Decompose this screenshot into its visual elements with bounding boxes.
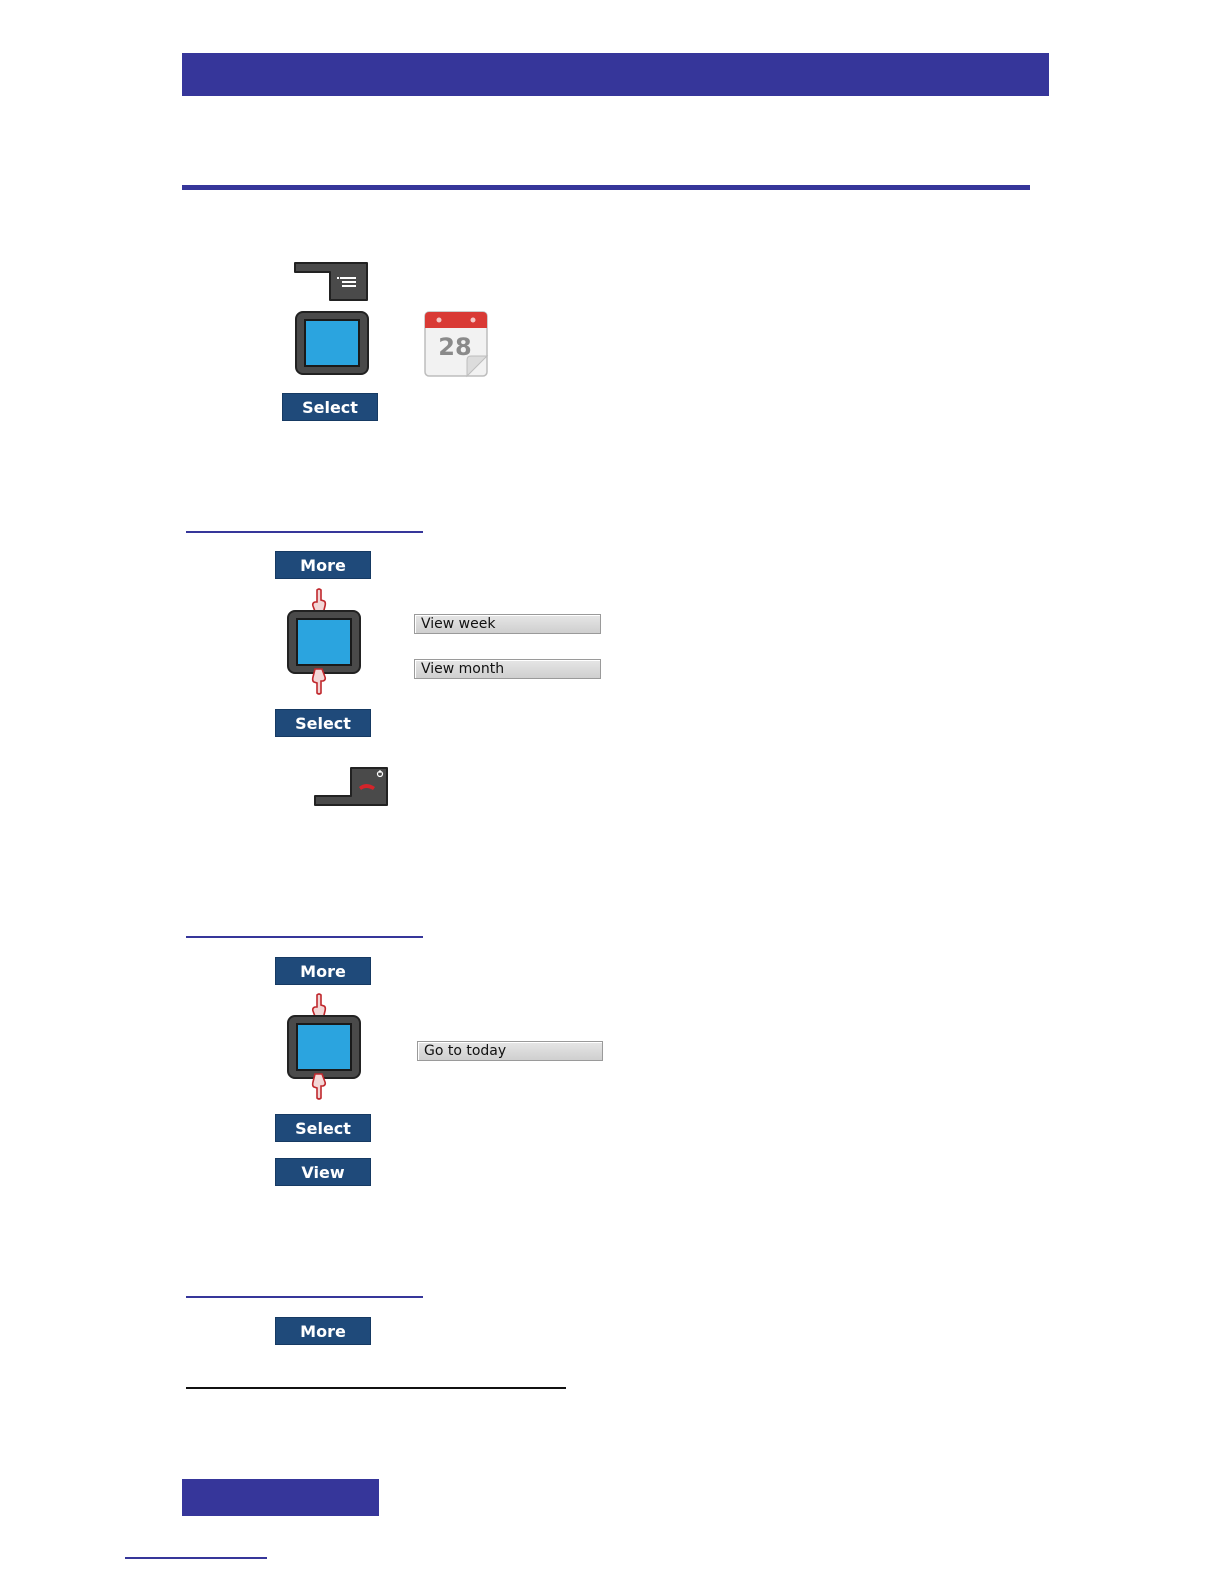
- calendar-day: 28: [438, 333, 472, 361]
- navigation-screen: [296, 1023, 352, 1071]
- more-button[interactable]: More: [275, 551, 371, 579]
- navigation-key-icon[interactable]: [287, 1015, 361, 1079]
- more-button[interactable]: More: [275, 1317, 371, 1345]
- section-rule: [186, 531, 423, 533]
- select-button[interactable]: Select: [275, 1114, 371, 1142]
- option-view-week[interactable]: View week: [414, 614, 601, 634]
- section-rule: [186, 1296, 423, 1298]
- finger-down-icon: [311, 1072, 325, 1098]
- footnote-rule: [186, 1387, 566, 1389]
- option-go-to-today[interactable]: Go to today: [417, 1041, 603, 1061]
- calendar-icon: [423, 308, 489, 382]
- navigation-key-icon[interactable]: [295, 311, 369, 375]
- title-rule: [182, 185, 1030, 190]
- view-button[interactable]: View: [275, 1158, 371, 1186]
- header-bar: [182, 53, 1049, 96]
- bottom-link-underline: [125, 1557, 267, 1559]
- finger-down-icon: [311, 667, 325, 693]
- select-button[interactable]: Select: [282, 393, 378, 421]
- more-button[interactable]: More: [275, 957, 371, 985]
- end-call-key-icon[interactable]: [313, 766, 389, 808]
- select-button[interactable]: Select: [275, 709, 371, 737]
- option-view-month[interactable]: View month: [414, 659, 601, 679]
- section-rule: [186, 936, 423, 938]
- navigation-key-icon[interactable]: [287, 610, 361, 674]
- footer-bar: [182, 1479, 379, 1516]
- navigation-screen: [304, 319, 360, 367]
- menu-key-icon[interactable]: [293, 260, 369, 302]
- navigation-screen: [296, 618, 352, 666]
